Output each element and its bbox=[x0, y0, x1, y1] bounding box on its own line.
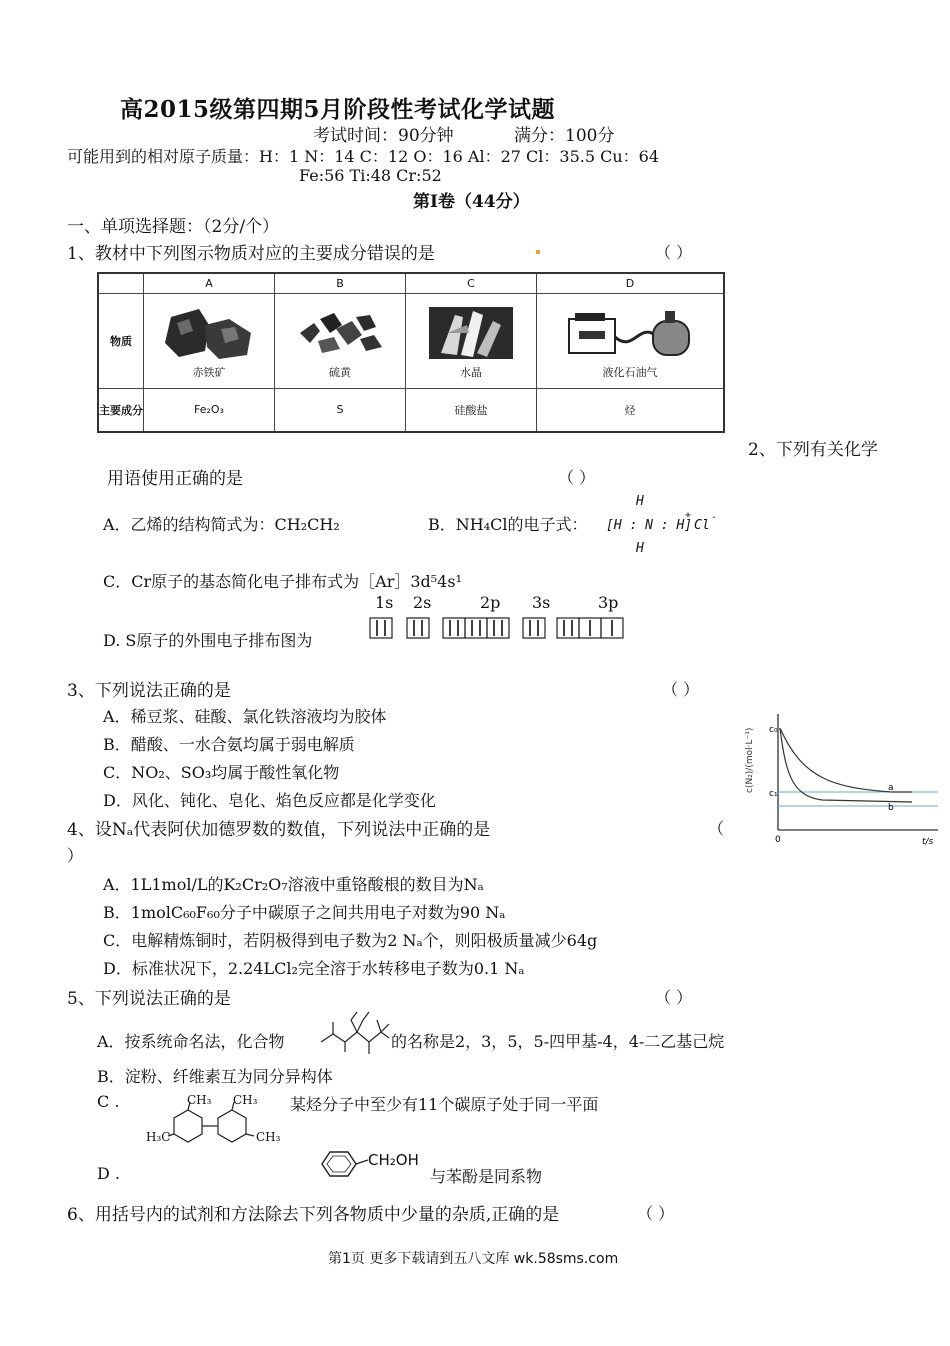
col-a-name: 赤铁矿 bbox=[192, 366, 226, 379]
ed-bottom-h: H bbox=[636, 541, 644, 556]
col-d-letter: D bbox=[537, 273, 725, 293]
orbital-diagram bbox=[369, 616, 629, 642]
q3-option-c: C．NO₂、SO₃均属于酸性氧化物 bbox=[103, 763, 340, 782]
ch2oh-label: CH₂OH bbox=[368, 1151, 419, 1169]
graph-curve-b: b bbox=[888, 803, 894, 813]
q2-option-d: D. S原子的外围电子排布图为 bbox=[103, 631, 313, 650]
q2-option-a: A．乙烯的结构简式为：CH₂CH₂ bbox=[103, 515, 340, 534]
orbital-label-3s: 3s bbox=[532, 593, 551, 612]
q5-option-a-suffix: 的名称是2，3，5，5-四甲基-4，4-二乙基己烷 bbox=[391, 1032, 725, 1051]
ch3-label-4: CH₃ bbox=[256, 1130, 281, 1144]
q3-paren: （ ） bbox=[662, 680, 700, 699]
q5-paren: （ ） bbox=[655, 988, 693, 1007]
orbital-label-3p: 3p bbox=[598, 593, 619, 612]
q5-option-a-prefix: A．按系统命名法，化合物 bbox=[97, 1032, 285, 1051]
q4-option-b: B．1molC₆₀F₆₀分子中碳原子之间共用电子对数为90 Nₐ bbox=[103, 903, 506, 922]
orbital-label-1s: 1s bbox=[375, 593, 394, 612]
q4-stem: 4、设Nₐ代表阿伏加德罗数的数值，下列说法中正确的是 bbox=[67, 820, 491, 840]
col-d-component: 烃 bbox=[537, 388, 725, 432]
q2-stem-part2: 用语使用正确的是 bbox=[107, 469, 243, 489]
col-c-name: 水晶 bbox=[460, 366, 482, 379]
ed-minus: - bbox=[711, 512, 718, 523]
col-a-component: Fe₂O₃ bbox=[144, 388, 275, 432]
q5-option-c-text: 某烃分子中至少有11个碳原子处于同一平面 bbox=[290, 1095, 599, 1114]
q1-stem: 1、教材中下列图示物质对应的主要成分错误的是 bbox=[67, 244, 435, 264]
q4-paren-open: （ bbox=[708, 819, 725, 838]
graph-c1: c₁ bbox=[769, 789, 778, 799]
q5-option-b: B．淀粉、纤维素互为同分异构体 bbox=[97, 1067, 333, 1086]
col-a-cell bbox=[144, 293, 275, 388]
exam-time: 考试时间：90分钟 bbox=[313, 126, 454, 146]
exam-title: 高2015级第四期5月阶段性考试化学试题 bbox=[120, 96, 556, 123]
ed-cl: Cl bbox=[694, 518, 710, 533]
q5-stem: 5、下列说法正确的是 bbox=[67, 989, 231, 1009]
lpg-image bbox=[555, 303, 705, 361]
q2-stem-part1: 2、下列有关化学 bbox=[748, 440, 878, 460]
col-b-component: S bbox=[275, 388, 406, 432]
atomic-mass-line-2: Fe:56 Ti:48 Cr:52 bbox=[299, 166, 442, 185]
ch3-label-3: H₃C bbox=[146, 1130, 171, 1144]
col-a-letter: A bbox=[144, 273, 275, 293]
q3-option-a: A．稀豆浆、硅酸、氯化铁溶液均为胶体 bbox=[103, 707, 387, 726]
q5-option-c-prefix: C . bbox=[97, 1092, 120, 1111]
hematite-image bbox=[159, 303, 259, 361]
q4-option-a: A．1L1mol/L的K₂Cr₂O₇溶液中重铬酸根的数目为Nₐ bbox=[103, 875, 484, 894]
q2-option-b: B．NH₄Cl的电子式： bbox=[428, 515, 588, 534]
ch3-label-2: CH₃ bbox=[233, 1093, 258, 1107]
ch3-label-1: CH₃ bbox=[187, 1093, 212, 1107]
part-title: 一、单项选择题：（2分/个） bbox=[67, 217, 280, 237]
q4-paren-close: ） bbox=[67, 846, 84, 865]
graph-ylabel: c(N₂)/(mol·L⁻¹) bbox=[745, 727, 755, 793]
q5-option-d-text: 与苯酚是同系物 bbox=[430, 1167, 543, 1186]
section-title: 第Ⅰ卷（44分） bbox=[413, 192, 530, 212]
ed-bracket: [H : N : H] bbox=[606, 518, 693, 533]
col-c-cell bbox=[406, 293, 537, 388]
orbital-label-2s: 2s bbox=[413, 593, 432, 612]
orange-dot bbox=[536, 250, 540, 254]
q1-material-table bbox=[97, 272, 725, 433]
col-b-name: 硫黄 bbox=[329, 366, 351, 379]
sulfur-image bbox=[290, 303, 390, 361]
full-score: 满分：100分 bbox=[514, 126, 615, 146]
page-footer: 第1页 更多下载请到五八文库 wk.58sms.com bbox=[328, 1251, 619, 1267]
row-label-component: 主要成分 bbox=[98, 388, 144, 432]
skeletal-formula bbox=[317, 1008, 393, 1058]
graph-xlabel: t/s bbox=[922, 837, 934, 847]
q4-option-d: D．标准状况下，2.24LCl₂完全溶于水转移电子数为0.1 Nₐ bbox=[103, 959, 525, 978]
graph-curve-a: a bbox=[888, 783, 894, 793]
table-corner bbox=[98, 273, 144, 293]
col-b-cell bbox=[275, 293, 406, 388]
graph-origin: 0 bbox=[775, 835, 781, 845]
q2-option-c: C．Cr原子的基态简化电子排布式为［Ar］3d⁵4s¹ bbox=[103, 572, 462, 591]
col-b-letter: B bbox=[275, 273, 406, 293]
ed-plus: + bbox=[685, 510, 692, 521]
q6-stem: 6、用括号内的试剂和方法除去下列各物质中少量的杂质,正确的是 bbox=[67, 1205, 560, 1225]
q3-option-b: B．醋酸、一水合氨均属于弱电解质 bbox=[103, 735, 355, 754]
q2-paren: （ ） bbox=[558, 468, 596, 487]
ed-top-h: H bbox=[636, 494, 644, 509]
q4-option-c: C．电解精炼铜时，若阴极得到电子数为2 Nₐ个，则阳极质量减少64g bbox=[103, 931, 598, 950]
atomic-mass-line-1: 可能用到的相对原子质量：H：1 N：14 C：12 O：16 Al：27 Cl：35.5 Cu：64 bbox=[67, 147, 660, 166]
orbital-label-2p: 2p bbox=[480, 593, 501, 612]
q1-paren: （ ） bbox=[655, 243, 693, 262]
col-d-name: 液化石油气 bbox=[602, 366, 658, 379]
col-d-cell bbox=[537, 293, 725, 388]
row-label-substance: 物质 bbox=[98, 293, 144, 388]
concentration-graph bbox=[742, 708, 946, 850]
col-c-letter: C bbox=[406, 273, 537, 293]
col-c-component: 硅酸盐 bbox=[406, 388, 537, 432]
benzyl-alcohol-structure bbox=[310, 1146, 370, 1182]
q5-option-d-prefix: D . bbox=[97, 1164, 120, 1183]
q3-stem: 3、下列说法正确的是 bbox=[67, 681, 231, 701]
quartz-image bbox=[421, 303, 521, 361]
q3-option-d: D．风化、钝化、皂化、焰色反应都是化学变化 bbox=[103, 791, 436, 810]
q6-paren: （ ） bbox=[637, 1204, 675, 1223]
graph-c0: c₀ bbox=[769, 725, 778, 735]
